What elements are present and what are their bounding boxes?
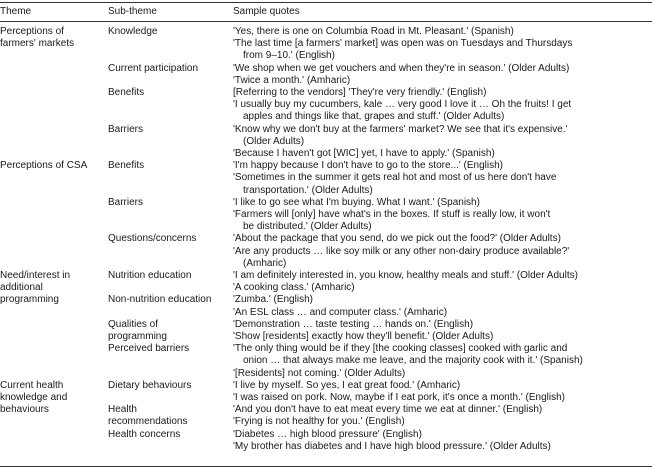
sample-quote: 'And you don't have to eat meat every time we eat at dinner.' (English) xyxy=(233,404,543,416)
theme-label: farmers' markets xyxy=(0,38,75,50)
sample-quote: 'The last time [a farmers' market] was open was on Tuesdays and Thursdays xyxy=(233,38,573,50)
subtheme-label: Barriers xyxy=(108,196,144,208)
sample-quote: 'Diabetes … high blood pressure' (English) xyxy=(233,428,422,440)
sample-quote: 'Yes, there is one on Columbia Road in Mt. Pleasant.' (Spanish) xyxy=(233,26,514,37)
subtheme-label: Knowledge xyxy=(108,26,158,37)
sample-quote: 'We shop when we get vouchers and when they're in season.' (Older Adults) xyxy=(233,62,570,74)
theme-label: Perceptions of CSA xyxy=(0,160,88,172)
sample-quote: be distributed.' (Older Adults) xyxy=(243,221,372,233)
subtheme-label: Benefits xyxy=(108,87,145,98)
sample-quote: 'Are any products … like soy milk or any other non-dairy produce available?' xyxy=(233,245,570,257)
subtheme-label: Barriers xyxy=(108,123,144,135)
subtheme-label: Nutrition education xyxy=(108,270,192,281)
sample-quote: 'Show [residents] exactly how they'll benefit.' (Older Adults) xyxy=(233,331,494,342)
sample-quote: from 9–10.' (English) xyxy=(243,50,335,62)
subtheme-label: programming xyxy=(108,331,167,342)
sample-quote: 'A cooking class.' (Amharic) xyxy=(233,282,355,294)
sample-quote: 'I'm happy because I don't have to go to the store...' (English) xyxy=(233,160,504,172)
sample-quote: 'Sometimes in the summer it gets real hot and most of us here don't have xyxy=(233,172,557,184)
theme-label: programming xyxy=(0,294,59,306)
sample-quote: 'Farmers will [only] have what's in the boxes. If stuff is really low, it won't xyxy=(233,209,551,220)
subtheme-label: Non-nutrition education xyxy=(108,294,212,306)
sample-quote: 'Because I haven't got [WIC] yet, I have to apply.' (Spanish) xyxy=(233,148,495,159)
subtheme-label: Perceived barriers xyxy=(108,343,190,355)
subtheme-label: Questions/concerns xyxy=(108,233,197,245)
subtheme-label: Current participation xyxy=(108,62,199,74)
subtheme-label: recommendations xyxy=(108,416,188,428)
sample-quote: 'My brother has diabetes and I have high blood pressure.' (Older Adults) xyxy=(233,440,551,452)
sample-quote: 'I like to go see what I'm buying. What I want.' (Spanish) xyxy=(233,196,480,208)
table-bottom-rule xyxy=(0,466,652,467)
sample-quote: 'An ESL class … and computer class.' (Amharic) xyxy=(233,306,448,318)
subtheme-label: Benefits xyxy=(108,160,145,172)
sample-quote: apples and things like that, grapes and stuff.' (Older Adults) xyxy=(243,111,505,123)
sample-quote: (Amharic) xyxy=(243,257,287,269)
header-subtheme: Sub-theme xyxy=(108,6,157,17)
sample-quote: 'About the package that you send, do we pick out the food?' (Older Adults) xyxy=(233,233,561,245)
header-rule xyxy=(0,21,652,22)
sample-quote: 'Twice a month.' (Amharic) xyxy=(233,74,351,86)
sample-quote: 'I was raised on pork. Now, maybe if I eat pork, it's once a month.' (English) xyxy=(233,392,565,403)
sample-quote: 'I am definitely interested in, you know, healthy meals and stuff.' (Older Adults) xyxy=(233,270,578,281)
theme-label: Perceptions of xyxy=(0,26,64,37)
subtheme-label: Qualities of xyxy=(108,318,159,330)
subtheme-label: Health concerns xyxy=(108,428,181,440)
subtheme-label: Health xyxy=(108,404,137,416)
sample-quote: [Referring to the vendors] 'They're very friendly.' (English) xyxy=(233,87,487,98)
theme-label: additional xyxy=(0,282,43,294)
theme-label: knowledge and xyxy=(0,392,68,403)
sample-quote: 'Frying is not healthy for you.' (English) xyxy=(233,416,405,428)
table-top-rule xyxy=(0,2,652,3)
theme-label: Current health xyxy=(0,379,64,391)
sample-quote: 'The only thing would be if they [the cooking classes] cooked with garlic and xyxy=(233,343,568,355)
sample-quote: 'Know why we don't buy at the farmers' market? We see that it's expensive.' xyxy=(233,123,568,135)
sample-quote: 'I live by myself. So yes, I eat great food.' (Amharic) xyxy=(233,379,461,391)
sample-quote: (Older Adults) xyxy=(243,135,305,147)
header-sample-quotes: Sample quotes xyxy=(233,6,300,17)
header-theme: Theme xyxy=(0,6,32,17)
sample-quote: 'Demonstration … taste testing … hands on.' (English) xyxy=(233,318,474,330)
subtheme-label: Dietary behaviours xyxy=(108,379,192,391)
sample-quote: 'Zumba.' (English) xyxy=(233,294,313,306)
theme-label: behaviours xyxy=(0,404,49,416)
sample-quote: onion … that always make me leave, and the majority cook with it.' (Spanish) xyxy=(243,355,583,367)
sample-quote: transportation.' (Older Adults) xyxy=(243,184,373,196)
sample-quote: '[Residents] not coming.' (Older Adults) xyxy=(233,367,406,379)
sample-quote: 'I usually buy my cucumbers, kale … very good I love it … Oh the fruits! I get xyxy=(233,99,572,111)
theme-label: Need/interest in xyxy=(0,270,71,281)
